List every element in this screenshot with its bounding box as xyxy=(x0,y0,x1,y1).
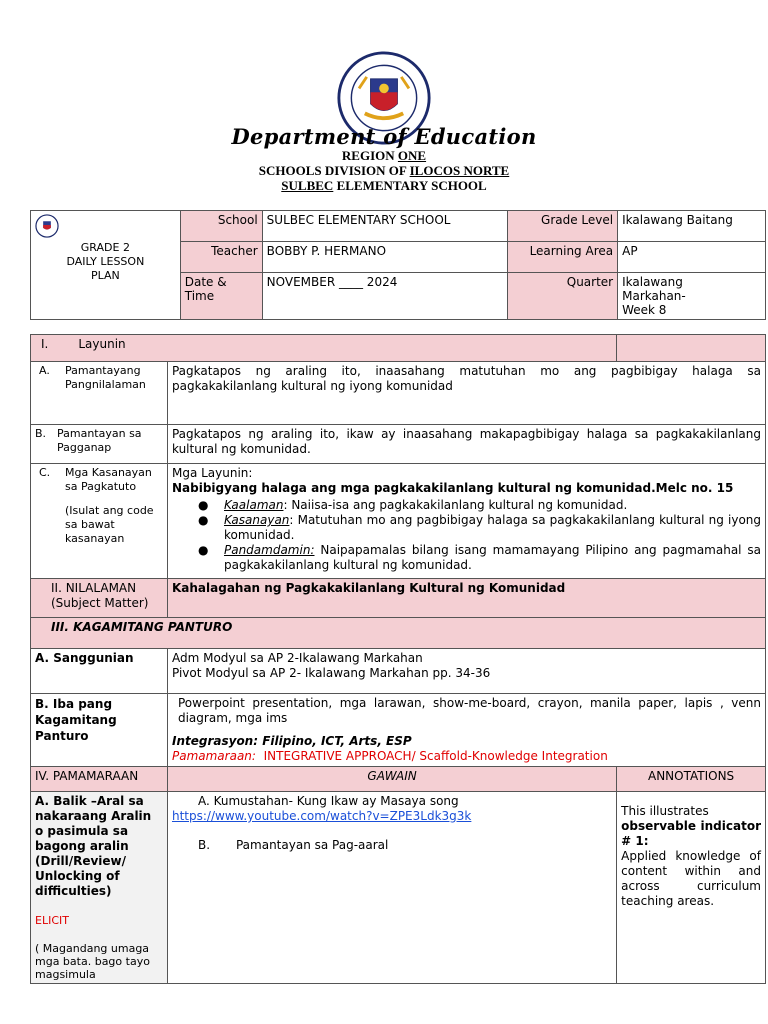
pamantayan-pagganap-text: Pagkatapos ng araling ito, ikaw ay inaasahang makapagbibigay halaga sa pagkakakilanlang kultural ng komunidad. xyxy=(167,425,765,464)
pamantayang-pangnilalaman-text: Pagkatapos ng araling ito, inaasahang matutuhan mo ang pagbibigay halaga sa pagkakakilanlang kultural ng iyong komunidad xyxy=(167,362,765,425)
annotations-header: ANNOTATIONS xyxy=(617,767,766,792)
youtube-link[interactable]: https://www.youtube.com/watch?v=ZPE3Ldk3g3k xyxy=(171,809,472,823)
pamamaraan-line: Pamamaraan: INTEGRATIVE APPROACH/ Scaffold-Knowledge Integration xyxy=(171,749,608,763)
area-label: Learning Area xyxy=(508,242,618,273)
elicit-label: ELICIT xyxy=(35,914,69,927)
plan-dll: DAILY LESSON xyxy=(66,255,145,268)
info-table xyxy=(30,210,766,320)
school-line: SULBEC ELEMENTARY SCHOOL xyxy=(281,178,487,193)
melc-line: Nabibigyang halaga ang mga pagkakakilanlang kultural ng komunidad.Melc no. 15 xyxy=(171,481,734,495)
grade-label: Grade Level xyxy=(508,211,618,242)
balik-aral-label: A. Balik –Aral sa nakaraang Aralin o pasimula sa bagong aralin (Drill/Review/ Unlocking of difficulties) ELICIT ( Magandang umaga mga bata. bago tayo magsimula xyxy=(31,792,168,984)
pamantayan-pagganap-label: B. Pamantayan sa Pagganap xyxy=(31,425,168,464)
deped-small-seal-icon xyxy=(35,214,59,238)
quarter-label: Quarter xyxy=(508,273,618,320)
iba-pang-kagamitan-text: Powerpoint presentation, mga larawan, show-me-board, crayon, manila paper, lapis , venn diagram, mga ims Integrasyon: Filipino, ICT, Arts, ESP Pamamaraan: INTEGRATIVE APPROACH/ Scaffold-Knowledge Integration xyxy=(167,694,765,767)
nilalaman-text: Kahalagahan ng Pagkakakilanlang Kultural ng Komunidad xyxy=(167,579,765,618)
school-label: School xyxy=(180,211,262,242)
pamamaraan-header: IV. PAMAMARAAN xyxy=(31,767,168,792)
date-label: Date & Time xyxy=(180,273,262,320)
department-title: Department of Education xyxy=(231,124,537,149)
gawain-header: GAWAIN xyxy=(167,767,616,792)
objective-item: ● Kaalaman: Naiisa-isa ang pagkakakilanlang kultural ng komunidad. xyxy=(172,498,761,513)
plan-title-cell xyxy=(31,211,181,320)
balik-aral-gawain xyxy=(167,792,616,984)
step-b: B. Pamantayan sa Pag-aaral xyxy=(197,838,389,852)
sanggunian-text: Adm Modyul sa AP 2-Ikalawang Markahan Pivot Modyul sa AP 2- Ikalawang Markahan pp. 34-36 xyxy=(167,649,765,694)
plan-grade: GRADE 2 xyxy=(80,241,130,254)
division-line: SCHOOLS DIVISION OF ILOCOS NORTE xyxy=(258,163,510,178)
layunin-header-blank xyxy=(617,335,766,362)
objective-item: ● Kasanayan: Matutuhan mo ang pagbibigay halaga sa pagkakakilanlang kultural ng iyong komunidad. xyxy=(172,513,761,543)
annotation-cell: This illustrates observable indicator # 1: Applied knowledge of content within and across curriculum teaching areas. xyxy=(617,792,766,984)
objective-item: ● Pandamdamin: Naipapamalas bilang isang mamamayang Pilipino ang pagmamahal sa pagkakakilanlang kultural ng komunidad. xyxy=(172,543,761,573)
integrasyon-line: Integrasyon: Filipino, ICT, Arts, ESP xyxy=(171,734,412,748)
mga-layunin-heading: Mga Layunin: xyxy=(171,466,253,480)
sanggunian-label: A. Sanggunian xyxy=(31,649,168,694)
teacher-label: Teacher xyxy=(180,242,262,273)
iba-pang-kagamitan-label: B. Iba pang Kagamitang Panturo xyxy=(31,694,168,767)
date-value: NOVEMBER ____ 2024 xyxy=(262,273,508,320)
lesson-table xyxy=(30,334,766,984)
objectives-list xyxy=(172,498,761,573)
nilalaman-label: II. NILALAMAN (Subject Matter) xyxy=(31,579,168,618)
grade-value: Ikalawang Baitang xyxy=(618,211,766,242)
region-line: REGION ONE xyxy=(341,148,427,163)
kasanayan-text xyxy=(167,464,765,579)
plan-word: PLAN xyxy=(90,269,120,282)
kasanayan-label: C. Mga Kasanayan sa Pagkatuto (Isulat ang code sa bawat kasanayan xyxy=(31,464,168,579)
area-value: AP xyxy=(618,242,766,273)
step-a: A. Kumustahan- Kung Ikaw ay Masaya song xyxy=(197,794,459,808)
kagamitang-panturo-header: III. KAGAMITANG PANTURO xyxy=(31,618,766,649)
pamantayang-pangnilalaman-label: A. Pamantayang Pangnilalaman xyxy=(31,362,168,425)
school-value: SULBEC ELEMENTARY SCHOOL xyxy=(262,211,508,242)
layunin-header: I. Layunin xyxy=(31,335,617,362)
quarter-value: Ikalawang Markahan- Week 8 xyxy=(618,273,766,320)
teacher-value: BOBBY P. HERMANO xyxy=(262,242,508,273)
